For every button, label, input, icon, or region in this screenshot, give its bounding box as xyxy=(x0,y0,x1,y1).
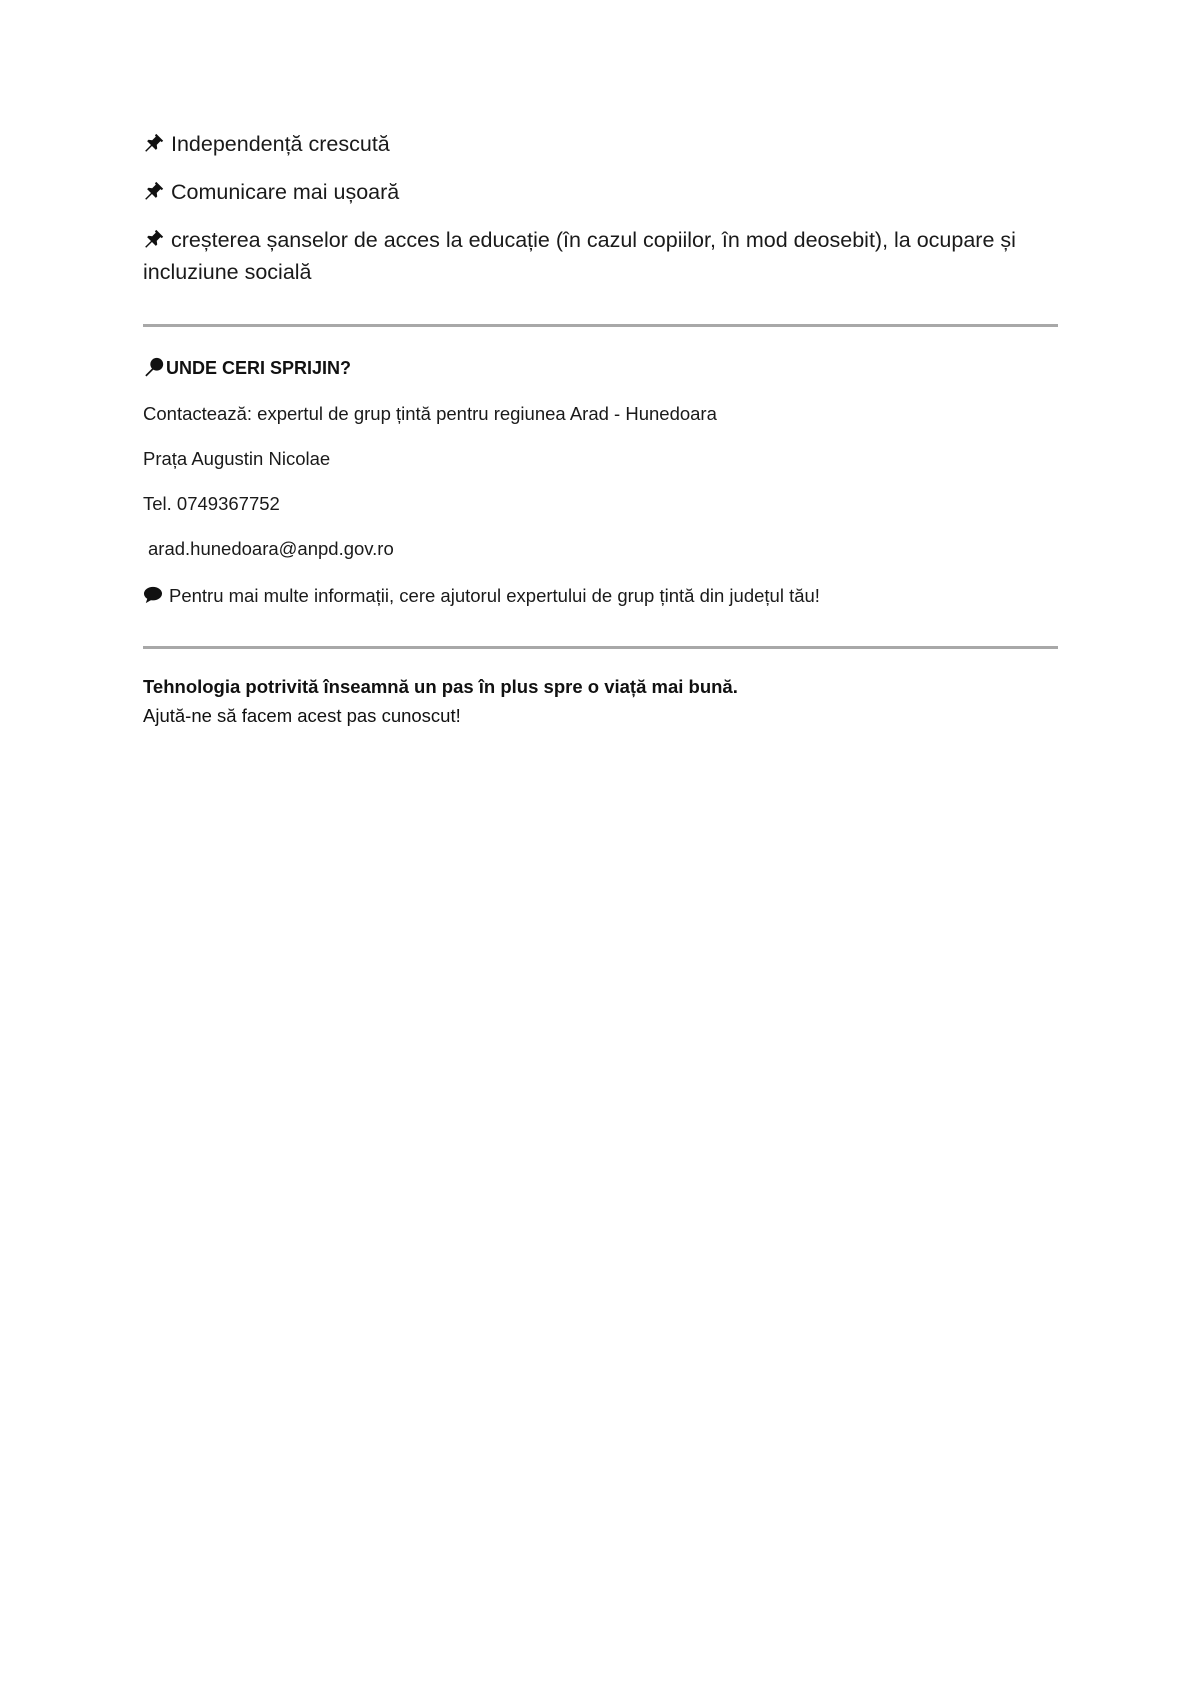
contact-phone: Tel. 0749367752 xyxy=(143,493,280,514)
magnifier-icon xyxy=(143,356,165,378)
support-title: UNDE CERI SPRIJIN? xyxy=(166,358,352,378)
benefit-text: Independență crescută xyxy=(171,132,390,156)
contact-line: Contactează: expertul de grup țintă pentru regiunea Arad - Hunedoara xyxy=(143,403,717,424)
closing-line: Ajută-ne să facem acest pas cunoscut! xyxy=(143,705,461,726)
contact-email-link[interactable]: arad.hunedoara@anpd.gov.ro xyxy=(148,538,394,559)
contact-name: Prața Augustin Nicolae xyxy=(143,448,331,469)
support-heading xyxy=(143,355,351,381)
benefit-item xyxy=(143,224,1058,288)
horizontal-divider xyxy=(143,646,1058,649)
closing-message xyxy=(143,672,738,730)
info-note xyxy=(143,583,820,609)
benefit-item xyxy=(143,128,1058,160)
closing-bold-line: Tehnologia potrivită înseamnă un pas în plus spre o viață mai bună. xyxy=(143,676,738,697)
horizontal-divider xyxy=(143,324,1058,327)
benefit-text: Comunicare mai ușoară xyxy=(171,180,400,204)
pushpin-icon xyxy=(143,227,165,249)
speech-bubble-icon xyxy=(143,585,163,603)
pushpin-icon xyxy=(143,131,165,153)
benefit-item xyxy=(143,176,1058,208)
benefit-text: creșterea șanselor de acces la educație (în cazul copiilor, în mod deosebit), la ocupare și incluziune socială xyxy=(143,228,1016,284)
pushpin-icon xyxy=(143,179,165,201)
info-text: Pentru mai multe informații, cere ajutorul expertului de grup țintă din județul tău! xyxy=(169,585,820,606)
